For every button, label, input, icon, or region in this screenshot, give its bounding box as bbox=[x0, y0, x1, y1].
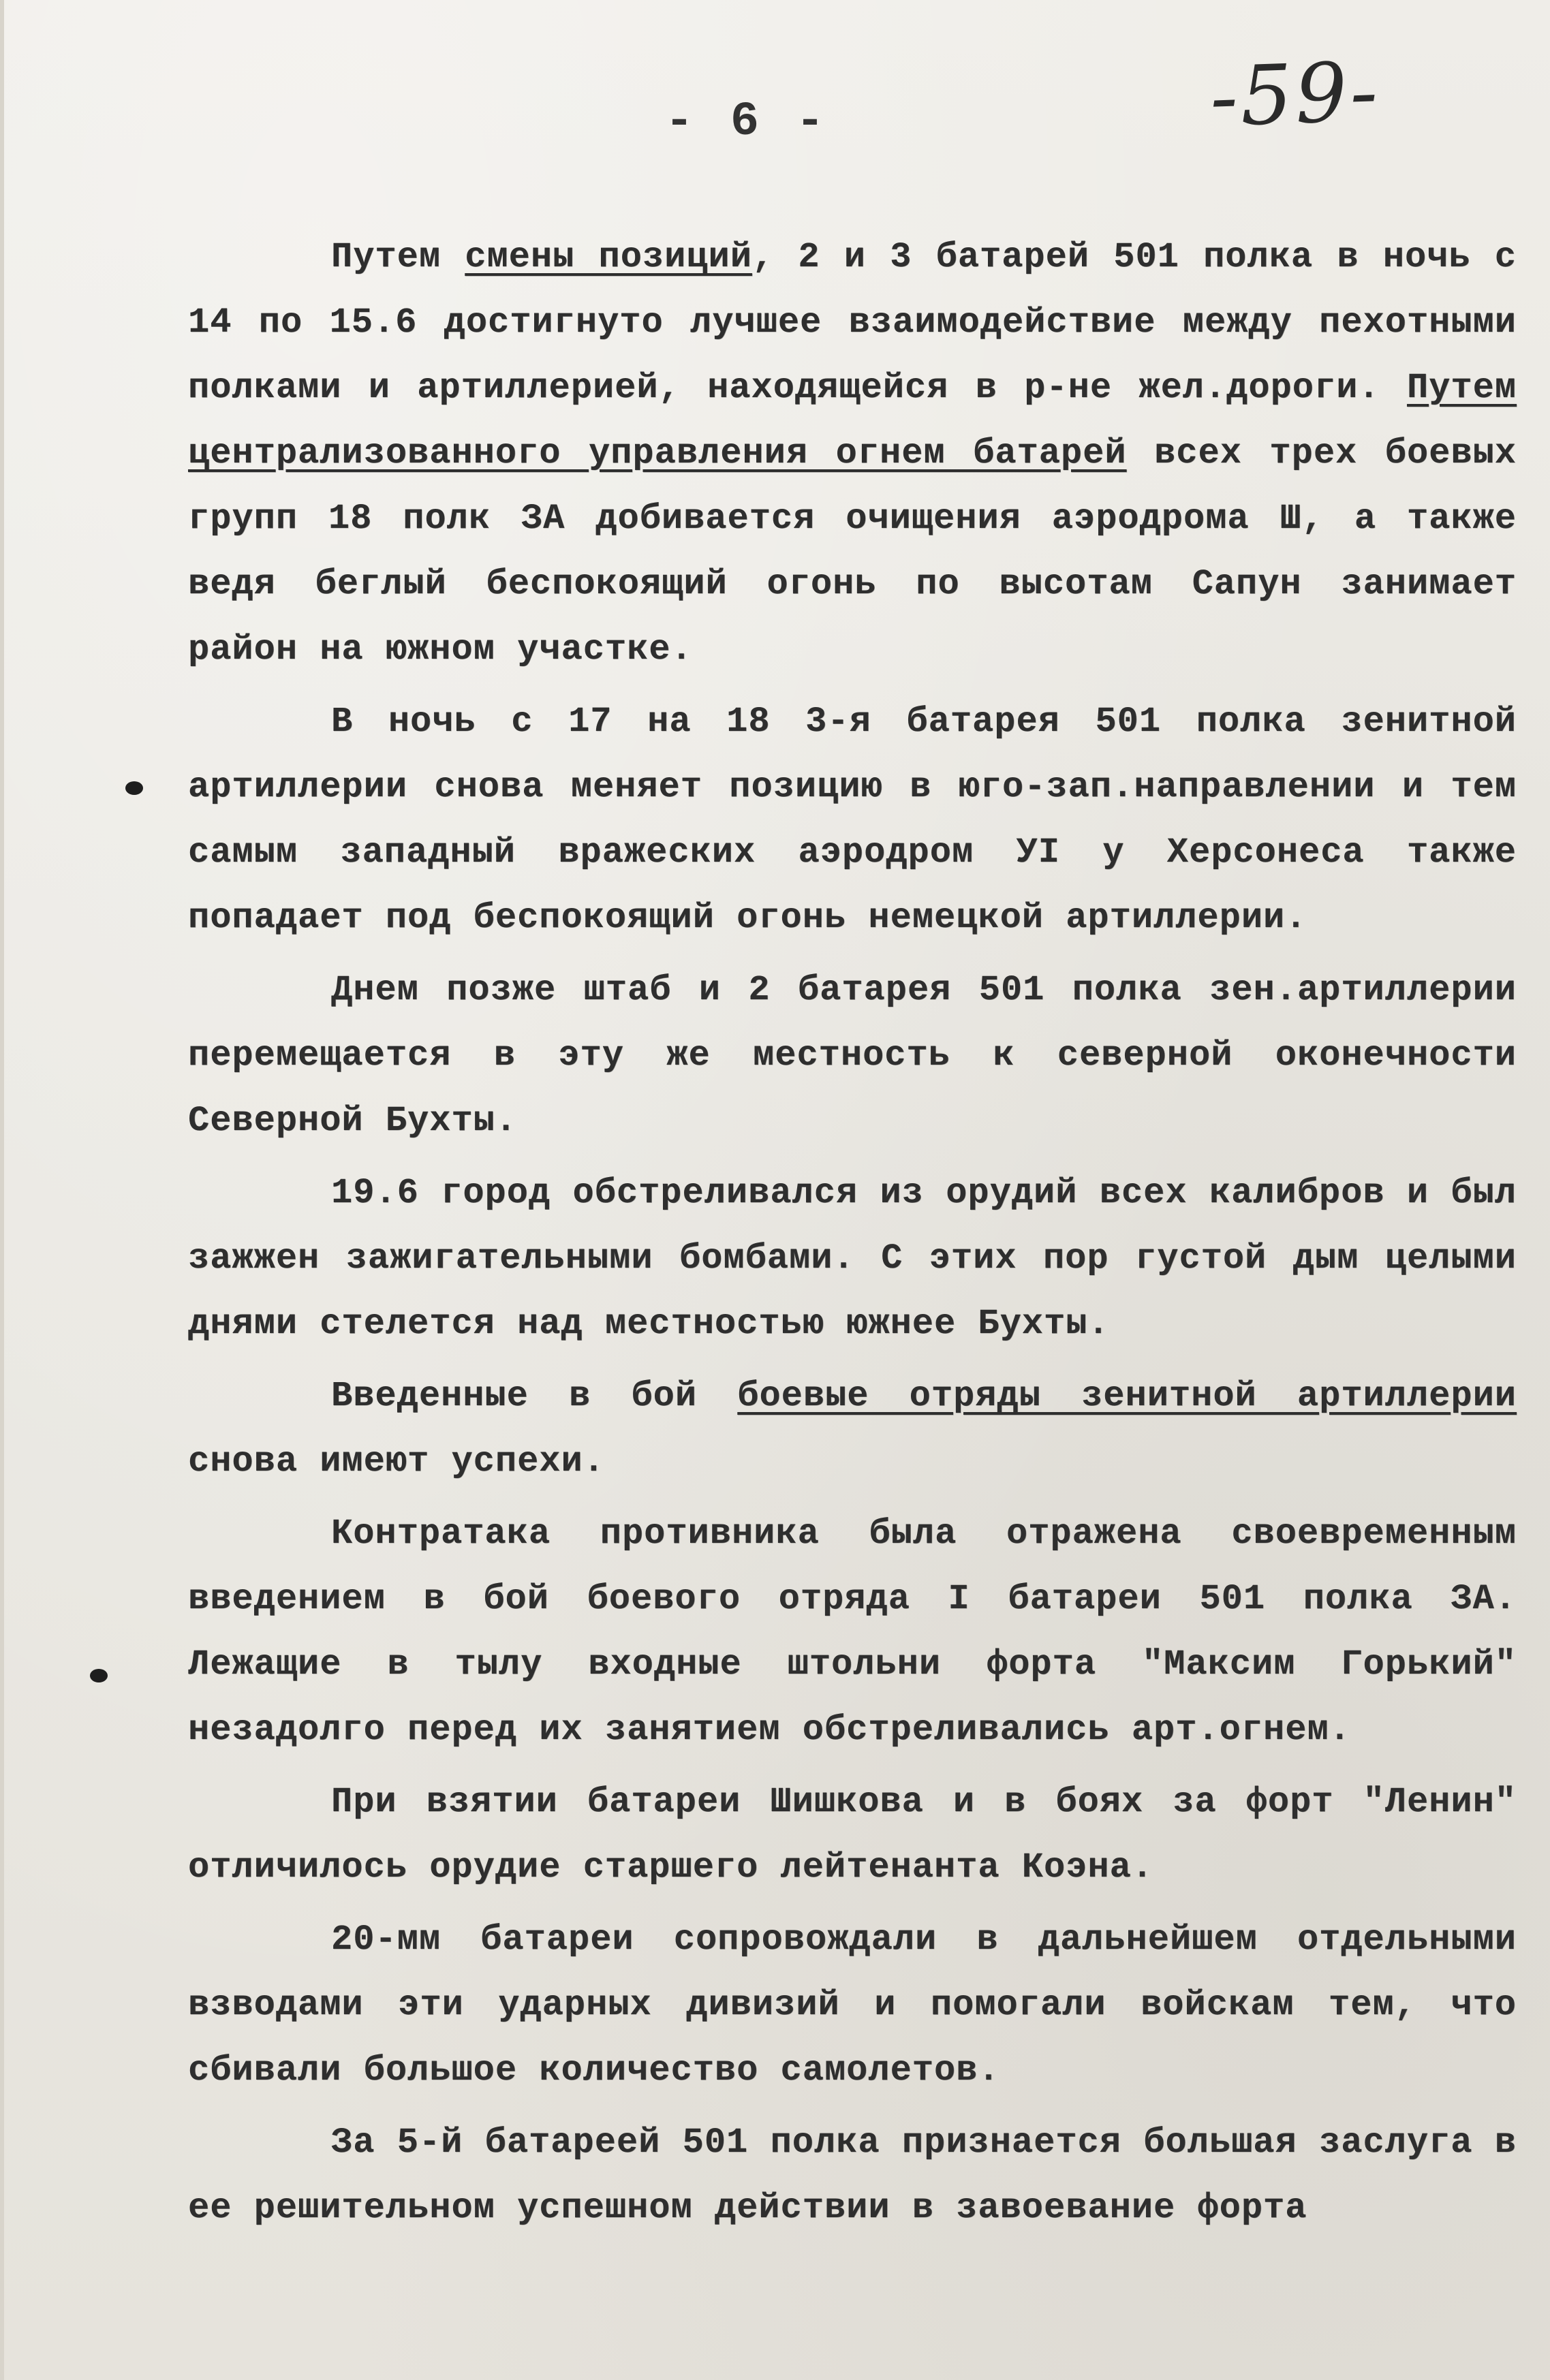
archive-folio-number: -59- bbox=[1208, 44, 1382, 146]
paragraph: Путем смены позиций, 2 и 3 батарей 501 полка в ночь с 14 по 15.6 достигнуто лучшее взаимодействие между пехотными полками и артиллерией, находящейся в р-не жел.дороги. Путем централизованного управления огнем батарей всех трех боевых групп 18 полк ЗА добивается очищения аэродрома Ш, а также ведя беглый беспокоящий огонь по высотам Сапун занимает район на южном участке. bbox=[188, 237, 1517, 670]
underlined-phrase: боевые отряды зенитной артиллерии bbox=[737, 1376, 1517, 1416]
underlined-phrase: Путем централизованного управления огнем батарей bbox=[188, 368, 1517, 473]
paragraph: Введенные в бой боевые отряды зенитной артиллерии снова имеют успехи. bbox=[188, 1376, 1517, 1482]
paragraph: 19.6 город обстреливался из орудий всех калибров и был зажжен зажигательными бомбами. С этих пор густой дым целыми днями стелется над местностью южнее Бухты. bbox=[188, 1173, 1517, 1344]
paragraph: За 5-й батареей 501 полка признается большая заслуга в ее решительном успешном действии в завоевание форта bbox=[188, 2123, 1517, 2228]
paragraph: При взятии батареи Шишкова и в боях за форт "Ленин" отличилось орудие старшего лейтенанта Коэна. bbox=[188, 1782, 1517, 1888]
paragraph: Днем позже штаб и 2 батарея 501 полка зен.артиллерии перемещается в эту же местность к северной оконечности Северной Бухты. bbox=[188, 970, 1517, 1141]
paragraph: В ночь с 17 на 18 3-я батарея 501 полка зенитной артиллерии снова меняет позицию в юго-зап.направлении и тем самым западный вражеских аэродром УI у Херсонеса также попадает под беспокоящий огонь немецкой артиллерии. bbox=[188, 702, 1517, 938]
punch-hole-mark bbox=[90, 1669, 108, 1682]
page-number: - 6 - bbox=[665, 95, 829, 149]
document-body bbox=[188, 225, 1517, 2248]
punch-hole-mark bbox=[125, 781, 143, 795]
paragraph: Контратака противника была отражена своевременным введением в бой боевого отряда I батареи 501 полка ЗА. Лежащие в тылу входные штольни форта "Максим Горький" незадолго перед их занятием обстреливались арт.огнем. bbox=[188, 1514, 1517, 1750]
underlined-phrase: смены позиций bbox=[465, 237, 752, 277]
paragraph: 20-мм батареи сопровождали в дальнейшем отдельными взводами эти ударных дивизий и помогали войскам тем, что сбивали большое количество самолетов. bbox=[188, 1920, 1517, 2091]
